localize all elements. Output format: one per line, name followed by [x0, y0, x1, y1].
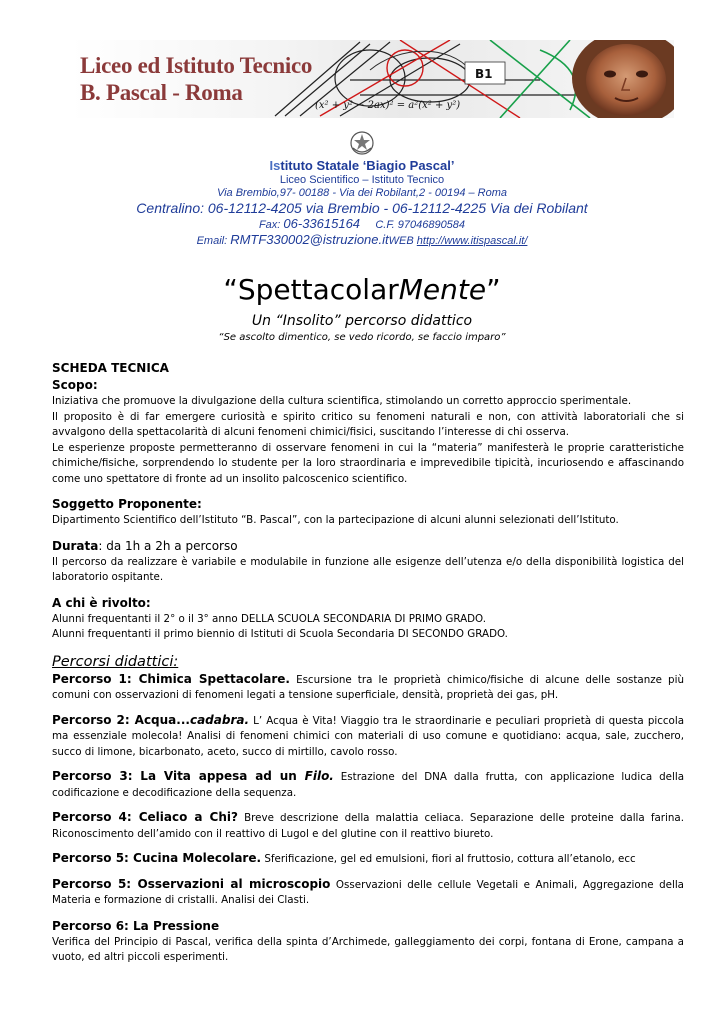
percorso-1-text: Escursione tra le proprietà chimico/fisiche di alcune delle sostanze più comuni con osservazioni di fenomeni legati a tensione superficiale, densità, proprietà dei gas, pH.: [52, 673, 684, 701]
target-line-1: Alunni frequentanti il 2° o il 3° anno DELLA SCUOLA SECONDARIA DI PRIMO GRADO.: [52, 612, 487, 625]
fax-number: 06-33615164: [283, 216, 361, 231]
scopo-heading: Scopo:: [52, 378, 98, 392]
scopo-paragraph-2: Il proposito è di far emergere curiosità e spirito critico su fenomeni naturali e non, con attività laboratoriali che si avvalgono della spettacolarità di alcuni fenomeni chimici/fisici, suscitando l’interesse di chi osserva.: [52, 410, 684, 438]
percorso-4: [52, 810, 684, 842]
percorsi-heading: Percorsi didattici:: [52, 653, 179, 670]
percorso-5-microscopio: [52, 877, 684, 909]
document-subtitle: Un “Insolito” percorso didattico: [251, 313, 473, 329]
document-motto: “Se ascolto dimentico, se vedo ricordo, se faccio imparo”: [218, 332, 506, 343]
percorso-3: [52, 769, 684, 801]
institution-title: [0, 158, 724, 174]
percorso-2-text: L’ Acqua è Vita! Viaggio tra le straordinarie e peculiari proprietà di questa piccola ma essenziale molecola! Analisi di fenomeni chimici con materiali di uso comune e quotidiano: acqua, sale, zucchero, succo di limone, bicarbonato, aceto, succo di mirtillo, cavolo rosso.: [52, 714, 685, 758]
tax-code: C.F. 97046890584: [375, 219, 466, 231]
fax-line: [0, 217, 724, 232]
soggetto-heading: Soggetto Proponente:: [52, 497, 202, 511]
percorso-2: [52, 713, 684, 761]
percorso-5-microscopio-title: Percorso 5: Osservazioni al microscopio: [52, 876, 331, 891]
title-close-quote: ”: [486, 273, 501, 306]
percorso-4-text: Breve descrizione della malattia celiaca. Separazione delle proteine dalla farina. Riconoscimento dell’amido con il reattivo di Lugol e del glutine con il reattivo biureto.: [52, 812, 684, 840]
banner-school-name: [80, 52, 312, 106]
title-italic: Mente: [398, 273, 487, 306]
percorso-5-microscopio-text: Osservazioni delle cellule Vegetali e Animali, Aggregazione della Materia e formazione di cristalli. Analisi dei Clasti.: [52, 878, 684, 906]
address-text: Via Brembio,97- 00188 - Via dei Robilant,2 - 00194 – Roma: [216, 187, 508, 199]
institution-title-rest: tituto Statale ‘Biagio Pascal’: [280, 158, 455, 173]
title-regular: “Spettacolar: [223, 273, 399, 306]
scheda-heading: SCHEDA TECNICA: [52, 361, 169, 375]
percorso-1: [52, 672, 684, 704]
document-body: [52, 356, 684, 966]
percorso-5-cucina-title: Percorso 5: Cucina Molecolare.: [52, 851, 262, 865]
contact-line: [0, 232, 724, 249]
institution-type: Liceo Scientifico – Istituto Tecnico: [279, 174, 445, 186]
document-title: [0, 272, 724, 308]
percorso-2-title: Percorso 2: Acqua...: [52, 712, 190, 727]
durata-value: : da 1h a 2h a percorso: [98, 538, 238, 553]
target-heading: A chi è rivolto:: [52, 595, 151, 610]
scopo-paragraph-3: Le esperienze proposte permetteranno di osservare fenomeni in cui la “materia” manifesterà le proprie caratteristiche chimiche/fisiche, sorprendendo lo studente per la loro straordinaria e imprevedibile tipicità, incuriosendo e affascinando come uno spettatore di fronte ad un insolito palcoscenico scientifico.: [52, 441, 684, 485]
percorso-6-text: Verifica del Principio di Pascal, verifica della spinta d’Archimede, galleggiamento dei corpi, fontana di Erone, campana a vuoto, ed altri piccoli esperimenti.: [52, 935, 684, 963]
portrait-image: [572, 40, 674, 118]
institution-header: [0, 130, 724, 249]
percorso-2-title-italic: cadabra.: [189, 712, 250, 727]
switchboard-numbers: Centralino: 06-12112-4205 via Brembio - 06-12112-4225 Via dei Robilant: [136, 200, 588, 216]
institution-title-lead: Is: [269, 158, 281, 173]
republic-emblem-icon: [349, 130, 375, 156]
institution-address: [0, 187, 724, 200]
percorso-4-title: Percorso 4: Celiaco a Chi?: [52, 810, 238, 824]
web-label: WEB: [388, 235, 417, 247]
banner-school-line2: B. Pascal - Roma: [80, 80, 243, 105]
banner-school-line1: Liceo ed Istituto Tecnico: [80, 53, 313, 78]
percorso-3-title-italic: Filo.: [304, 769, 334, 783]
target-line-2: Alunni frequentanti il primo biennio di Istituti di Scuola Secondaria DI SECONDO GRADO.: [52, 628, 508, 640]
banner-label: B1: [475, 67, 493, 81]
header-banner: [70, 40, 674, 118]
percorso-6-title: Percorso 6: La Pressione: [52, 918, 220, 933]
percorso-3-text: Estrazione del DNA dalla frutta, con applicazione ludica della codificazione e decodificazione della sequenza.: [52, 771, 685, 799]
email-link[interactable]: RMTF330002@istruzione.it: [230, 232, 389, 247]
fax-label: Fax:: [258, 219, 284, 231]
soggetto-text: Dipartimento Scientifico dell’Istituto “B. Pascal”, con la partecipazione di alcuni alunni selezionati dell’Istituto.: [52, 514, 619, 526]
durata-heading: [52, 538, 684, 555]
percorso-1-title: Percorso 1: Chimica Spettacolare.: [52, 671, 290, 686]
email-label: Email:: [196, 235, 231, 247]
percorso-5-cucina-text: Sferificazione, gel ed emulsioni, fiori al fruttosio, cottura all’etanolo, ecc: [261, 853, 636, 865]
durata-label: Durata: [52, 538, 99, 553]
percorso-3-title: Percorso 3: La Vita appesa ad un: [52, 769, 305, 783]
scopo-paragraph-1: Iniziativa che promuove la divulgazione della cultura scientifica, stimolando un corretto approccio sperimentale.: [52, 395, 632, 407]
percorso-5-cucina: [52, 851, 684, 868]
website-link[interactable]: http://www.itispascal.it/: [416, 235, 528, 247]
durata-text: Il percorso da realizzare è variabile e modulabile in funzione alle esigenze dell’utenza e/o della disponibilità logistica del laboratorio ospitante.: [52, 555, 684, 583]
banner-formula: (x² + y² − 2ax)² = a²(x² + y²): [315, 100, 461, 111]
